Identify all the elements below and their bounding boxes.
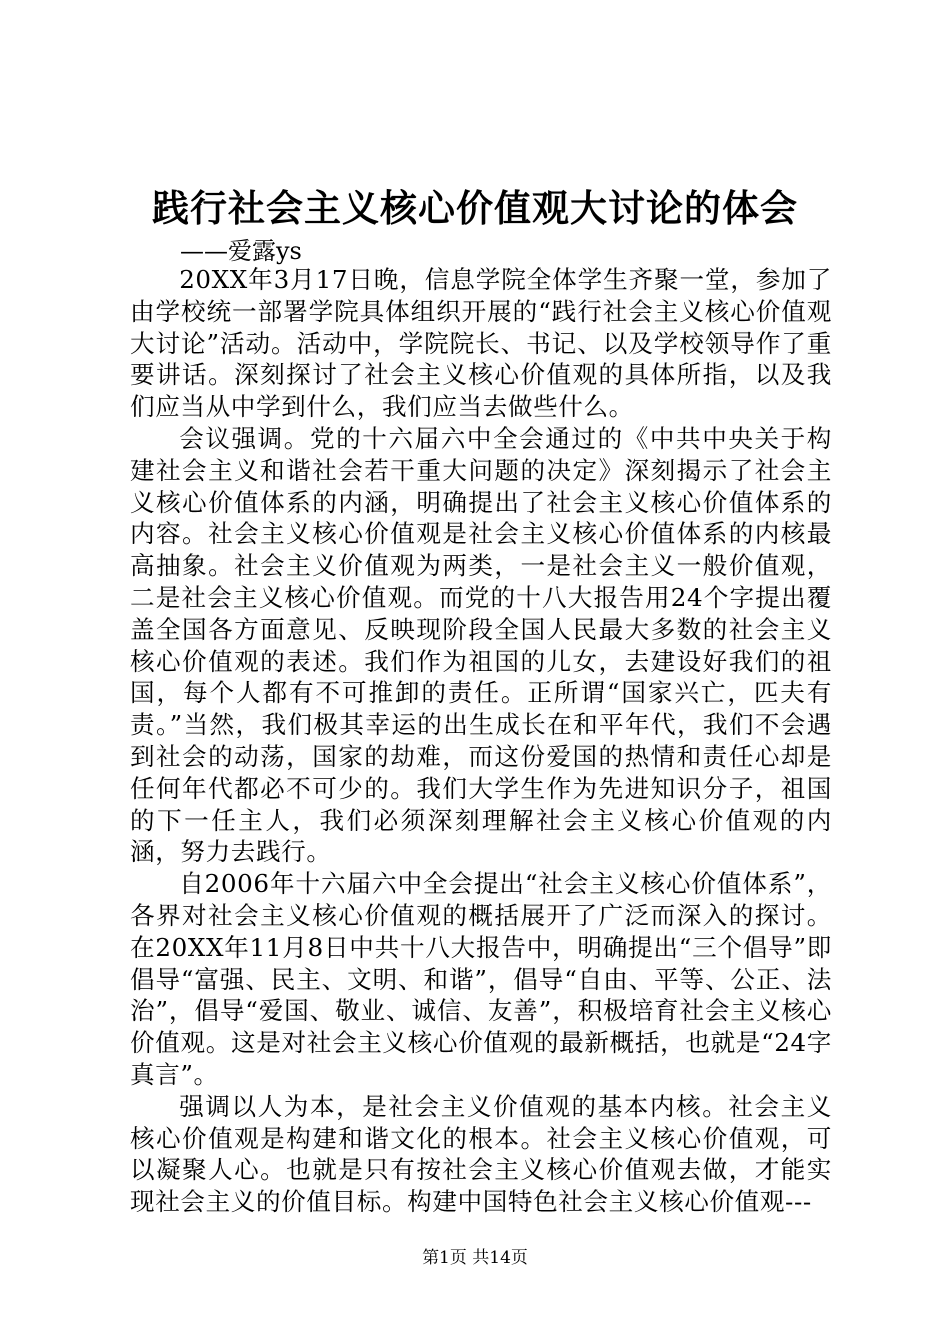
paragraph-1: 20XX年3月17日晚，信息学院全体学生齐聚一堂，参加了由学校统一部署学院具体组织开展的“践行社会主义核心价值观大讨论”活动。活动中，学院院长、书记、以及学校领导作了重要讲话。深刻探讨了社会主义核心价值观的具体所指，以及我们应当从中学到什么，我们应当去做些什么。 bbox=[130, 265, 832, 422]
document-body bbox=[130, 264, 832, 1218]
paragraph-2: 会议强调。党的十六届六中全会通过的《中共中央关于构建社会主义和谐社会若干重大问题的决定》深刻揭示了社会主义核心价值体系的内涵，明确提出了社会主义核心价值体系的内容。社会主义核心价值观是社会主义核心价值体系的内核最高抽象。社会主义价值观为两类，一是社会主义一般价值观，二是社会主义核心价值观。而党的十八大报告用24个字提出覆盖全国各方面意见、反映现阶段全国人民最大多数的社会主义核心价值观的表述。我们作为祖国的儿女，去建设好我们的祖国，每个人都有不可推卸的责任。正所谓“国家兴亡，匹夫有责。”当然，我们极其幸运的出生成长在和平年代，我们不会遇到社会的动荡，国家的劫难，而这份爱国的热情和责任心却是任何年代都必不可少的。我们大学生作为先进知识分子，祖国的下一任主人，我们必须深刻理解社会主义核心价值观的内涵，努力去践行。 bbox=[130, 423, 832, 867]
paragraph-3: 自2006年十六届六中全会提出“社会主义核心价值体系”，各界对社会主义核心价值观的概括展开了广泛而深入的探讨。在20XX年11月8日中共十八大报告中，明确提出“三个倡导”即倡导“富强、民主、文明、和谐”，倡导“自由、平等、公正、法治”，倡导“爱国、敬业、诚信、友善”，积极培育社会主义核心价值观。这是对社会主义核心价值观的最新概括，也就是“24字真言”。 bbox=[130, 869, 832, 1089]
paragraph-4: 强调以人为本，是社会主义价值观的基本内核。社会主义核心价值观是构建和谐文化的根本。社会主义核心价值观，可以凝聚人心。也就是只有按社会主义核心价值观去做，才能实现社会主义的价值目标。构建中国特色社会主义核心价值观--- bbox=[130, 1091, 832, 1217]
document-title: 践行社会主义核心价值观大讨论的体会 bbox=[152, 186, 798, 230]
page-footer: 第1页 共14页 bbox=[422, 1248, 528, 1268]
author-line: ——爱露ys bbox=[180, 237, 302, 265]
